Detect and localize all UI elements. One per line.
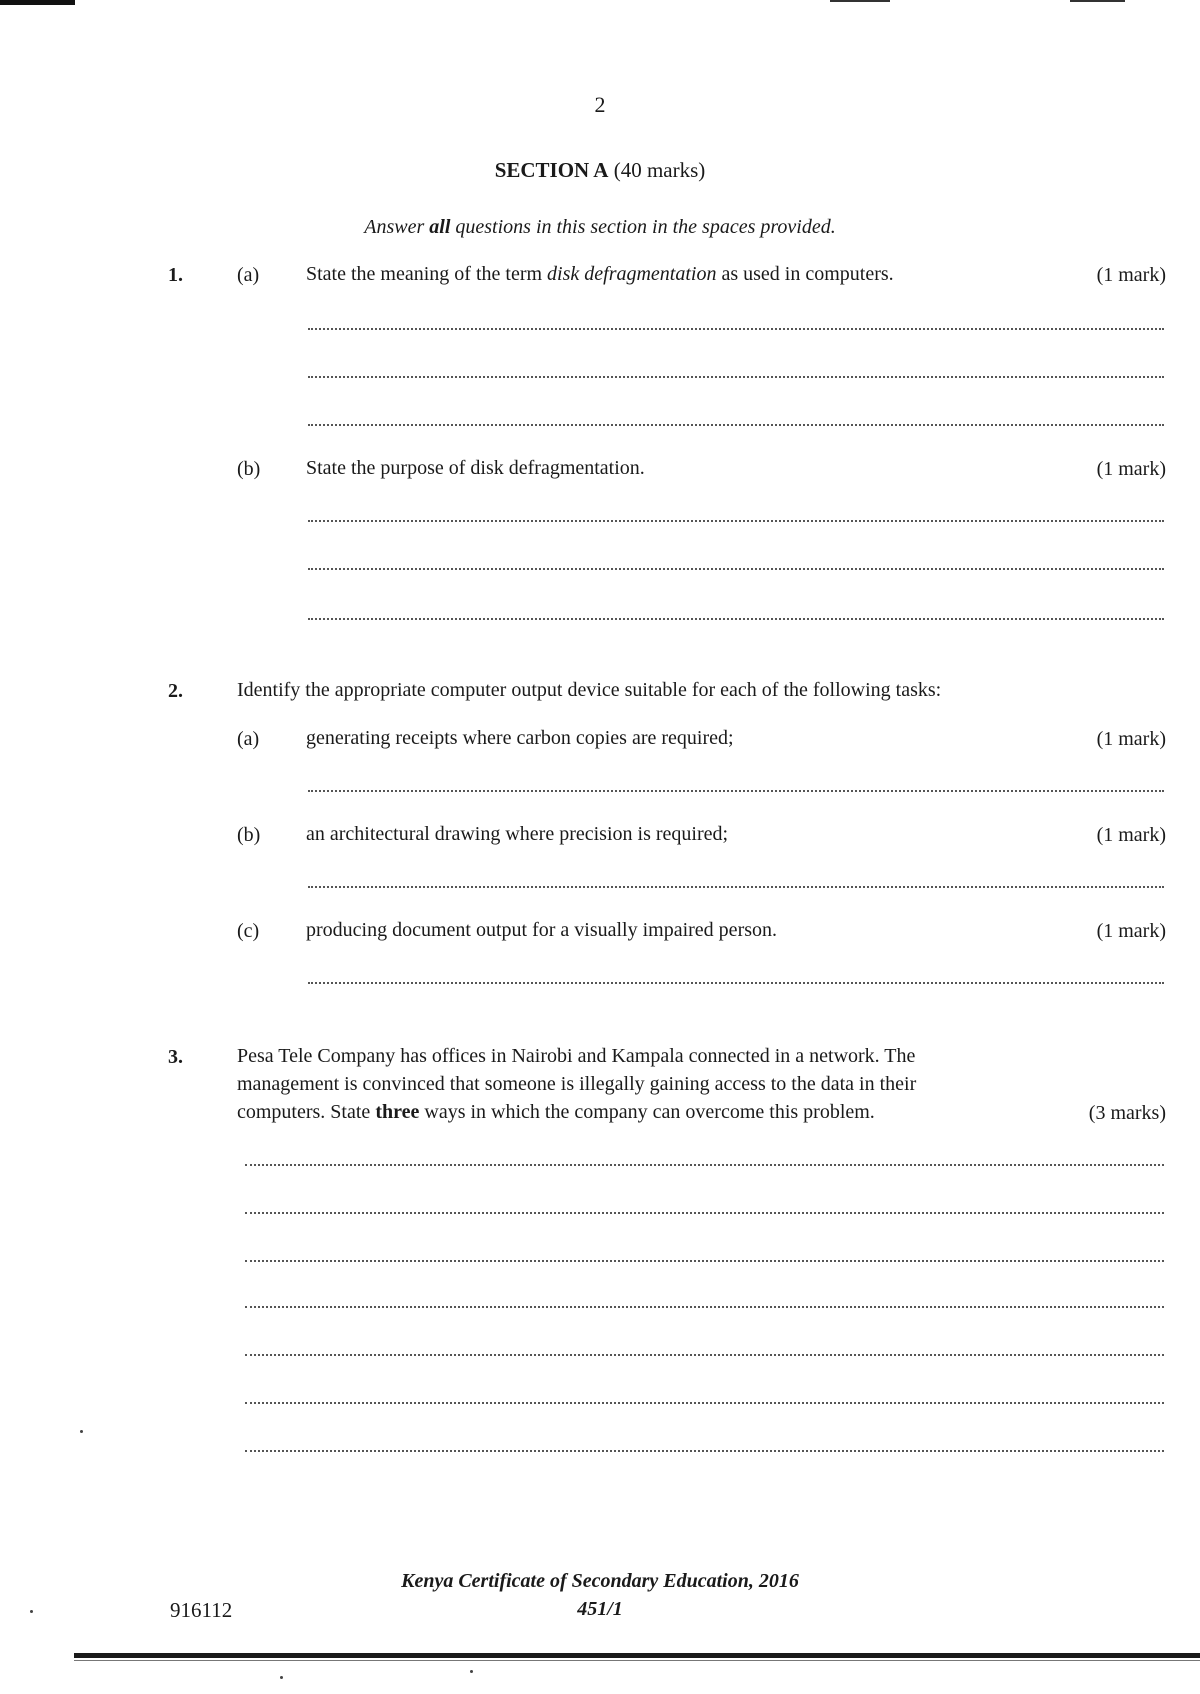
answer-line[interactable] (245, 1450, 1164, 1452)
answer-line[interactable] (245, 1164, 1164, 1166)
bottom-rule (74, 1660, 1200, 1661)
scan-edge-mark (830, 0, 890, 2)
instructions (0, 216, 1200, 239)
question-text-part: ways in which the company can overcome this problem. (419, 1101, 875, 1123)
answer-line[interactable] (245, 1354, 1164, 1356)
section-heading (0, 158, 1200, 183)
question-text (306, 260, 894, 288)
answer-line[interactable] (308, 568, 1164, 570)
answer-line[interactable] (308, 424, 1164, 426)
part-label: (c) (237, 920, 260, 942)
scan-speck (470, 1670, 473, 1673)
marks-label: (1 mark) (1096, 728, 1166, 750)
part-label: (b) (237, 458, 261, 480)
question-text (237, 1098, 875, 1126)
answer-line[interactable] (308, 520, 1164, 522)
scan-speck (30, 1610, 33, 1613)
bottom-rule (74, 1653, 1200, 1658)
footer-paper-code: 451/1 (577, 1598, 623, 1620)
question-text: generating receipts where carbon copies are required; (306, 727, 734, 749)
marks-label: (1 mark) (1096, 458, 1166, 480)
question-number: 1. (168, 264, 183, 286)
scan-speck (280, 1676, 283, 1679)
scan-edge-mark (0, 0, 75, 5)
answer-line[interactable] (245, 1306, 1164, 1308)
answer-line[interactable] (308, 618, 1164, 620)
question-text: Identify the appropriate computer output device suitable for each of the following tasks: (237, 679, 942, 701)
answer-line[interactable] (245, 1212, 1164, 1214)
answer-line[interactable] (308, 328, 1164, 330)
instructions-emphasis: all (429, 216, 451, 238)
footer-document-code: 916112 (170, 1598, 233, 1622)
question-text: management is convinced that someone is illegally gaining access to the data in their (237, 1073, 917, 1095)
part-label: (a) (237, 264, 260, 286)
instructions-text: Answer (364, 216, 430, 238)
marks-label: (1 mark) (1096, 920, 1166, 942)
question-number: 3. (168, 1046, 183, 1068)
answer-line[interactable] (245, 1260, 1164, 1262)
answer-line[interactable] (308, 790, 1164, 792)
scan-speck (80, 1430, 83, 1433)
answer-line[interactable] (245, 1402, 1164, 1404)
marks-label: (3 marks) (1088, 1102, 1166, 1124)
question-number: 2. (168, 680, 183, 702)
section-title: SECTION A (494, 158, 609, 182)
instructions-text: questions in this section in the spaces provided. (450, 216, 836, 238)
scan-edge-mark (1070, 0, 1125, 2)
part-label: (b) (237, 824, 261, 846)
footer-exam-title: Kenya Certificate of Secondary Education, 2016 (401, 1570, 799, 1592)
question-text-part: as used in computers. (716, 263, 894, 285)
question-text-part: State the meaning of the term (306, 263, 548, 285)
question-text-part: computers. State (237, 1101, 376, 1123)
answer-line[interactable] (308, 886, 1164, 888)
question-text: an architectural drawing where precision is required; (306, 823, 729, 845)
section-marks: (40 marks) (613, 158, 706, 182)
marks-label: (1 mark) (1096, 264, 1166, 286)
question-text-emphasis: disk defragmentation (547, 263, 717, 285)
part-label: (a) (237, 728, 260, 750)
question-text: State the purpose of disk defragmentation. (306, 457, 645, 479)
marks-label: (1 mark) (1096, 824, 1166, 846)
question-text-emphasis: three (375, 1101, 420, 1123)
answer-line[interactable] (308, 982, 1164, 984)
question-text: Pesa Tele Company has offices in Nairobi and Kampala connected in a network. The (237, 1045, 916, 1067)
answer-line[interactable] (308, 376, 1164, 378)
page-number: 2 (594, 92, 606, 117)
question-text: producing document output for a visually impaired person. (306, 919, 778, 941)
